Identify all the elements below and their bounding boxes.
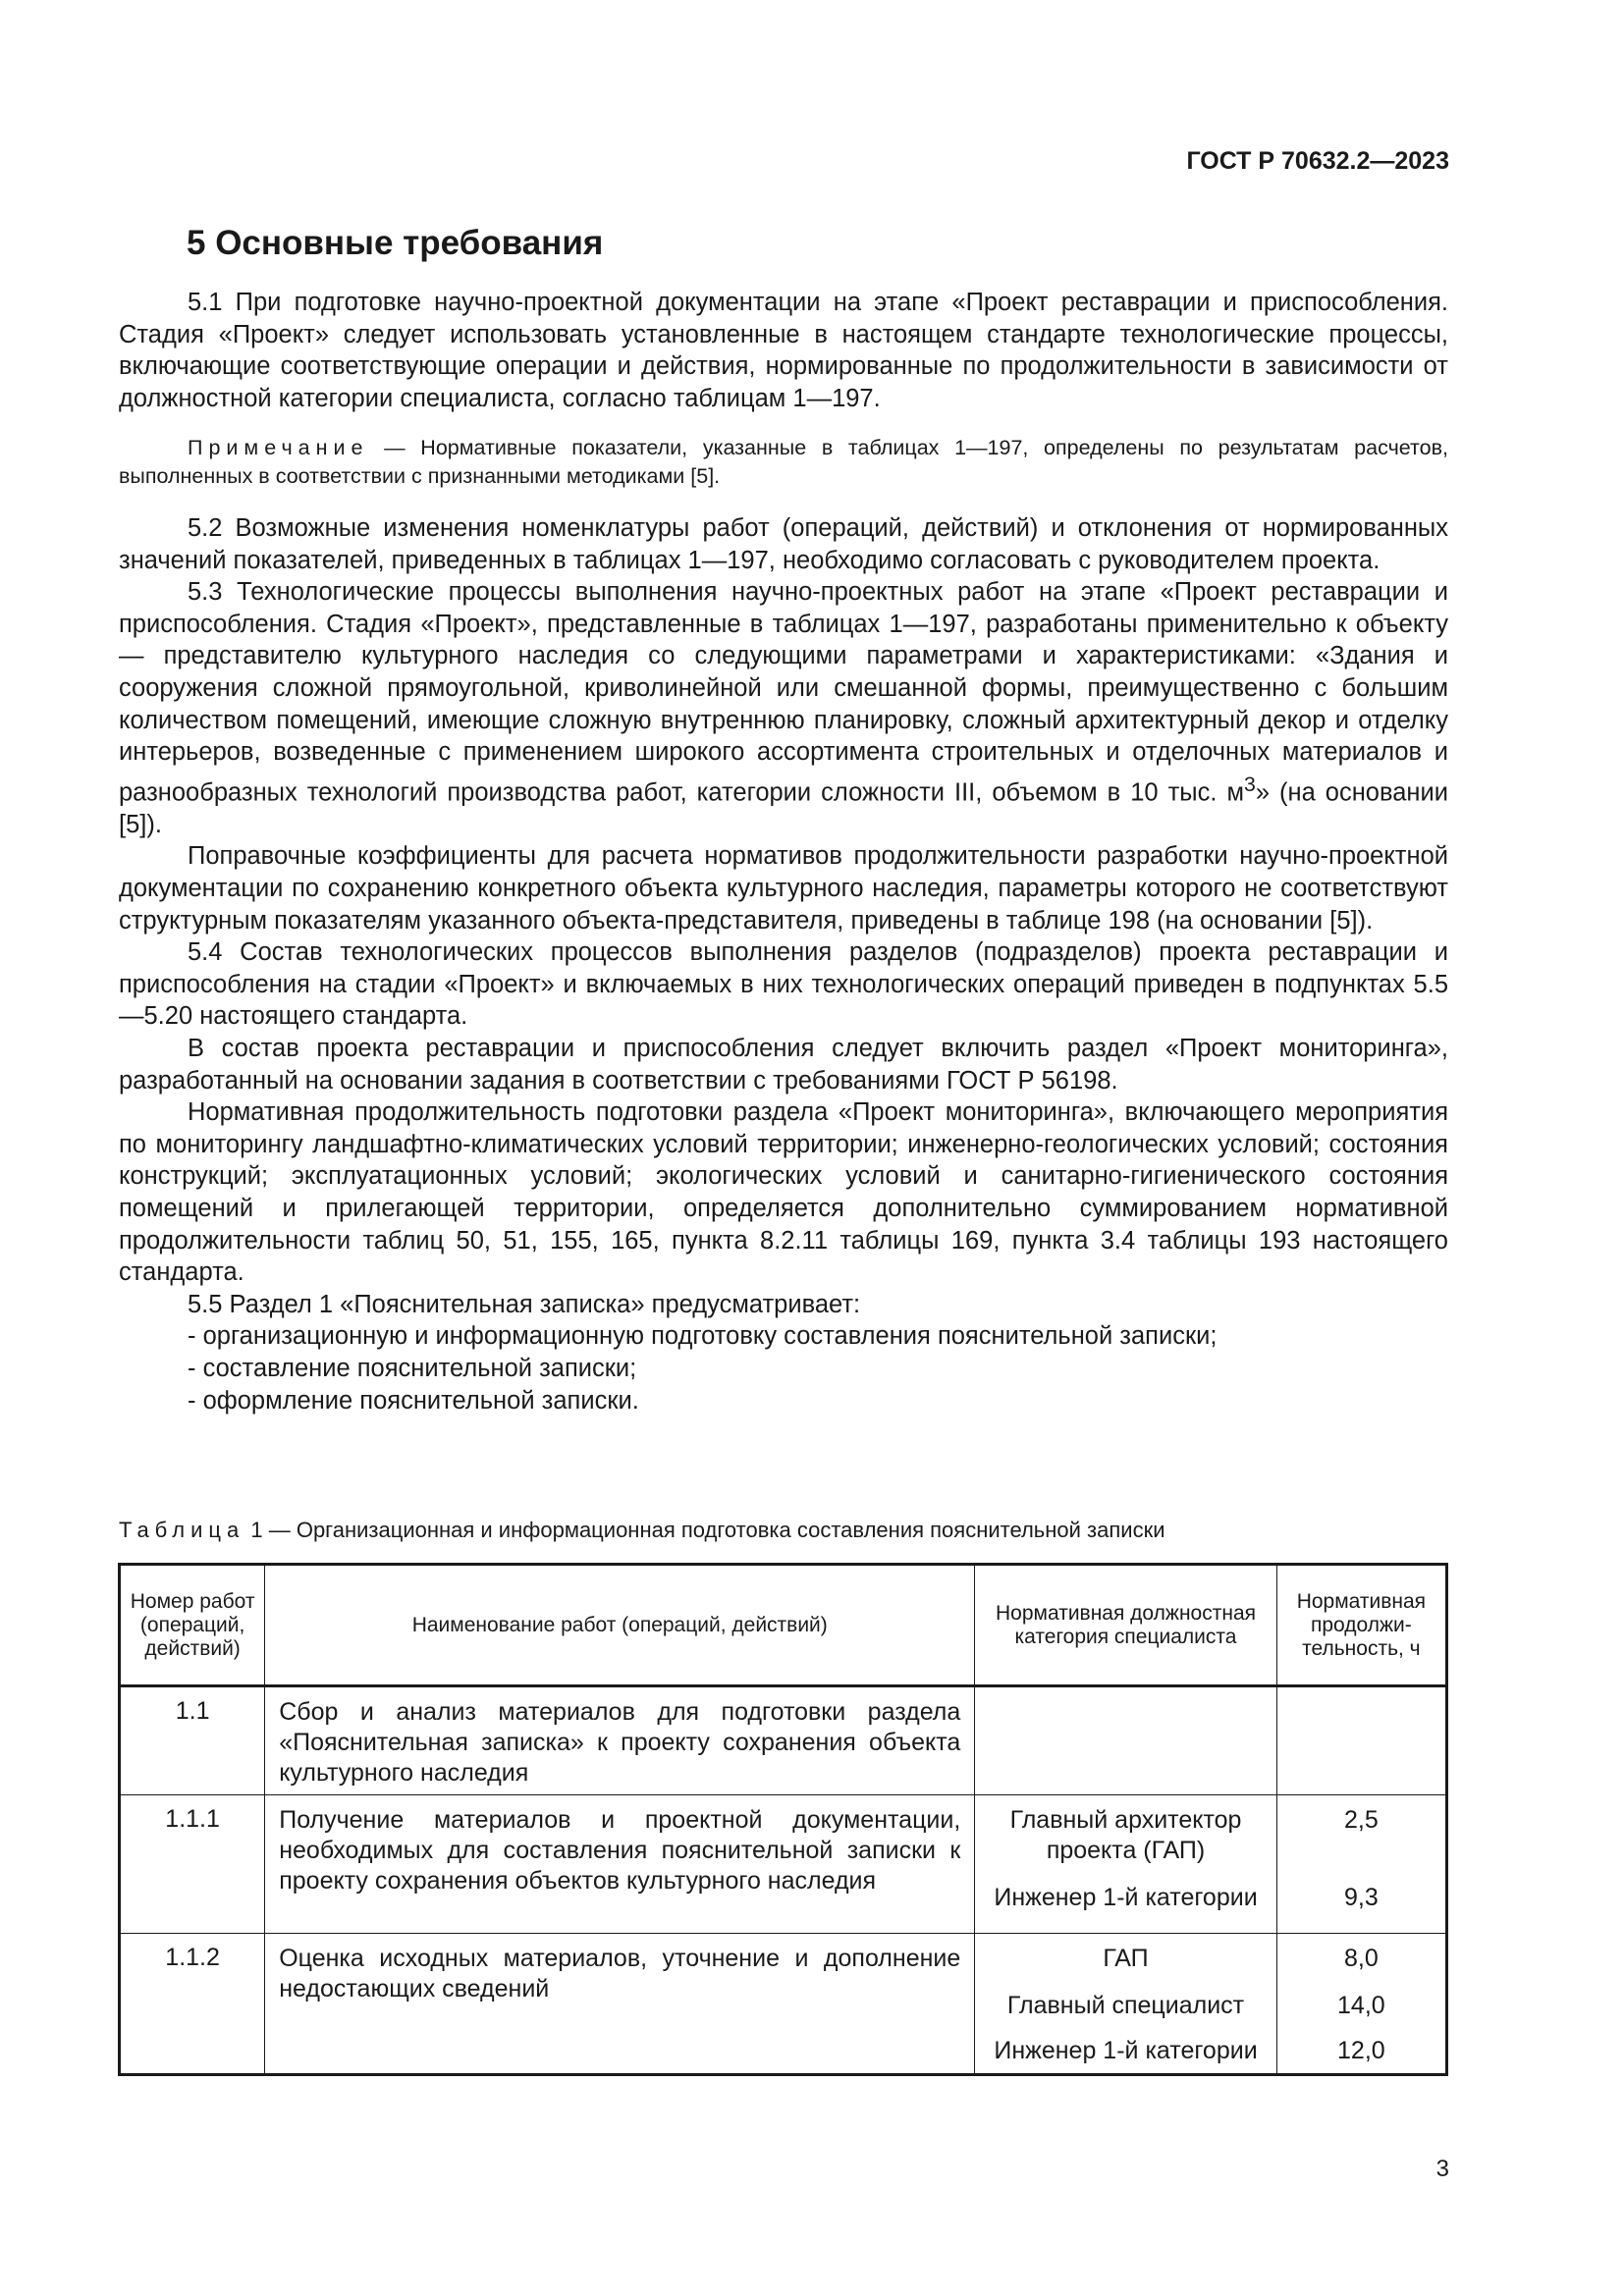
document-code: ГОСТ Р 70632.2—2023: [1186, 147, 1449, 175]
table-caption-label: Таблица: [119, 1518, 245, 1542]
note-text: — Нормативные показатели, указанные в таблицах 1—197, определены по результатам расчетов, выполненных в соответствии с признанными методиками [5].: [119, 436, 1448, 488]
table-caption: [119, 1518, 1165, 1543]
note-label: Примечание: [188, 436, 369, 459]
list-item: - оформление пояснительной записки.: [188, 1386, 639, 1415]
specialist-hours: 9,3: [1343, 1884, 1379, 1911]
note-block: [119, 434, 1448, 491]
row-name: Получение материалов и проектной документации, необходимых для составления пояснительной записки к проекту сохранения объектов культурного наследия: [265, 1795, 975, 1934]
list-item: - составление пояснительной записки;: [188, 1354, 637, 1382]
row-num: 1.1: [120, 1686, 265, 1795]
paragraph-5-4: 5.4 Состав технологических процессов выполнения разделов (подразделов) проекта реставрации и приспособления на стадии «Проект» и включаемых в них технологических операций приведен в подпунктах 5.5—5.20 настоящего стандарта.: [119, 938, 1448, 1031]
note: [119, 434, 1448, 491]
section-5-1-block: [119, 287, 1448, 414]
paragraph-5-3-end: » (на основании [5]).: [119, 778, 1448, 838]
paragraph-5-3-text: 5.3 Технологические процессы выполнения научно-проектных работ на этапе «Проект реставрации и приспособления. Стадия «Проект», представленные в таблицах 1—197, разработаны применительно к объекту — представителю культурного наследия со следующими параметрами и характеристиками: «Здания и сооружения сложной прямоугольной, криволинейной или смешанной формы, преимущественно с большим количеством помещений, имеющие сложную внутреннюю планировку, сложный архитектурный декор и отделку интерьеров, возведенные с применением широкого ассортимента строительных и отделочных материалов и разнообразных технологий производства работ, категории сложности III, объемом в 10 тыс. м: [119, 578, 1448, 807]
row-category: [975, 1686, 1276, 1795]
header-name: Наименование работ (операций, действий): [265, 1565, 975, 1686]
cubic-superscript: 3: [1244, 772, 1256, 796]
specialist-category: ГАП: [1103, 1945, 1149, 1972]
specialist-hours: 2,5: [1343, 1806, 1379, 1834]
main-text-block: [119, 512, 1448, 1416]
paragraph-monitoring-1: В состав проекта реставрации и приспособления следует включить раздел «Проект мониторинга», разработанный на основании задания в соответствии с требованиями ГОСТ Р 56198.: [119, 1035, 1448, 1095]
specialist-hours: 14,0: [1337, 1992, 1385, 2019]
section-title: 5 Основные требования: [187, 224, 604, 262]
row-num: 1.1.1: [120, 1795, 265, 1934]
table-row: [120, 1934, 1447, 2075]
header-duration: Нормативная продолжи-тельность, ч: [1276, 1565, 1446, 1686]
specialist-category: Главный архитектор проекта (ГАП): [1009, 1806, 1242, 1864]
row-category: [975, 1795, 1276, 1934]
specialist-hours: 12,0: [1337, 2037, 1385, 2064]
row-hours: [1276, 1934, 1446, 2075]
row-hours: [1276, 1795, 1446, 1934]
table-row: [120, 1686, 1447, 1795]
row-name: Оценка исходных материалов, уточнение и дополнение недостающих сведений: [265, 1934, 975, 2075]
specialist-category: Главный специалист: [1006, 1992, 1245, 2019]
paragraph-5-5: 5.5 Раздел 1 «Пояснительная записка» предусматривает:: [188, 1290, 861, 1318]
row-num: 1.1.2: [120, 1934, 265, 2075]
header-category: Нормативная должностная категория специалиста: [975, 1565, 1276, 1686]
paragraph-corrections: Поправочные коэффициенты для расчета нормативов продолжительности разработки научно-проектной документации по сохранению конкретного объекта культурного наследия, параметры которого не соответствуют структурным показателям указанного объекта-представителя, приведены в таблице 198 (на основании [5]).: [119, 842, 1448, 934]
specialist-hours: 8,0: [1343, 1945, 1379, 1972]
specialist-category: Инженер 1-й категории: [994, 2037, 1258, 2064]
paragraph-monitoring-2: Нормативная продолжительность подготовки раздела «Проект мониторинга», включающего мероприятия по мониторингу ландшафтно-климатических условий территории; инженерно-геологических условий; состояния конструкций; эксплуатационных условий; экологических условий и санитарно-гигиенического состояния помещений и прилегающей территории, определяется дополнительно суммированием нормативной продолжительности таблиц 50, 51, 155, 165, пункта 8.2.11 таблицы 169, пункта 3.4 таблицы 193 настоящего стандарта.: [119, 1098, 1448, 1287]
page-number: 3: [1435, 2156, 1449, 2182]
table-1: [118, 1563, 1448, 2076]
specialist-category: Инженер 1-й категории: [994, 1884, 1258, 1911]
table-caption-text: 1 — Организационная и информационная подготовка составления пояснительной записки: [244, 1518, 1165, 1542]
paragraph-5-2: 5.2 Возможные изменения номенклатуры работ (операций, действий) и отклонения от нормированных значений показателей, приведенных в таблицах 1—197, необходимо согласовать с руководителем проекта.: [119, 514, 1448, 574]
list-item: - организационную и информационную подготовку составления пояснительной записки;: [188, 1322, 1218, 1351]
table-header-row: [120, 1565, 1447, 1686]
paragraph-5-1: 5.1 При подготовке научно-проектной документации на этапе «Проект реставрации и приспособления. Стадия «Проект» следует использовать установленные в настоящем стандарте технологические процессы, включающие соответствующие операции и действия, нормированные по продолжительности в зависимости от должностной категории специалиста, согласно таблицам 1—197.: [119, 289, 1448, 412]
row-name: Сбор и анализ материалов для подготовки раздела «Пояснительная записка» к проекту сохранения объекта культурного наследия: [265, 1686, 975, 1795]
row-hours: [1276, 1686, 1446, 1795]
section-5-5-list: [119, 1320, 1448, 1416]
row-category: [975, 1934, 1276, 2075]
paragraph-5-3: [119, 576, 1448, 840]
header-num: Номер работ (операций, действий): [120, 1565, 265, 1686]
table-row: [120, 1795, 1447, 1934]
